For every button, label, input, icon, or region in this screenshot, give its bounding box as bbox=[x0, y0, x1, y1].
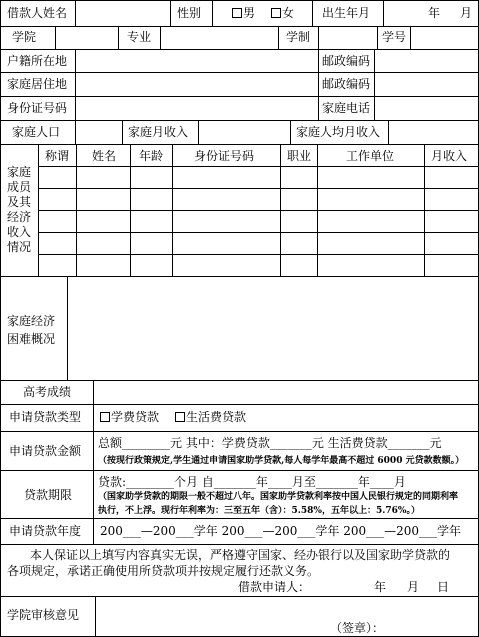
population-field[interactable] bbox=[76, 121, 121, 143]
system-label: 学制 bbox=[286, 30, 311, 44]
hardship-field[interactable] bbox=[68, 277, 477, 379]
loan-type-label: 申请贷款类型 bbox=[9, 410, 82, 424]
living-loan-option[interactable]: 生活费贷款 bbox=[175, 411, 246, 423]
gaokao-label: 高考成绩 bbox=[23, 385, 72, 399]
system-field[interactable] bbox=[319, 27, 376, 48]
living-loan-checkbox[interactable] bbox=[175, 412, 185, 422]
col-header-name: 姓名 bbox=[92, 149, 117, 163]
college-field[interactable] bbox=[56, 27, 117, 48]
major-label: 专业 bbox=[127, 30, 152, 44]
members-side-label-5: 收入 bbox=[7, 225, 32, 239]
hardship-label-line1: 家庭经济 bbox=[7, 314, 56, 328]
gaokao-field[interactable] bbox=[94, 381, 477, 403]
signer-field[interactable] bbox=[300, 577, 365, 593]
id-number-field[interactable] bbox=[76, 97, 317, 119]
monthly-income-field[interactable] bbox=[199, 121, 289, 143]
loan-term-line[interactable]: 贷款:________个月 自_______年____月至_______年____月 bbox=[98, 475, 406, 489]
col-header-job: 职业 bbox=[287, 149, 312, 163]
home-address-label: 家庭居住地 bbox=[7, 77, 68, 91]
pledge-line-2: 各项规定，承诺正确使用所贷款项并按规定履行还款义务。 bbox=[7, 564, 320, 578]
college-review-label: 学院审核意见 bbox=[7, 608, 80, 622]
student-no-label: 学号 bbox=[382, 30, 407, 44]
home-address-field[interactable] bbox=[76, 73, 317, 95]
loan-years-label: 申请贷款年度 bbox=[9, 524, 82, 538]
borrower-name-field[interactable] bbox=[76, 1, 169, 25]
members-side-label-1: 家庭 bbox=[7, 165, 32, 179]
id-number-label: 身份证号码 bbox=[7, 101, 68, 115]
birth-label: 出生年月 bbox=[322, 6, 371, 20]
loan-amount-note: （按现行政策规定,学生通过申请国家助学贷款,每人每学年最高不超过 6000 元贷款数额。） bbox=[98, 456, 465, 466]
hukou-field[interactable] bbox=[76, 50, 317, 71]
tuition-loan-checkbox[interactable] bbox=[100, 412, 110, 422]
pledge-day-unit: 日 bbox=[437, 580, 450, 594]
monthly-income-label: 家庭月收入 bbox=[128, 125, 189, 139]
female-checkbox[interactable] bbox=[271, 8, 281, 18]
loan-term-note-2: 执行，不上浮。现行年利率为：三至五年（含）：5.58%，五年以上：5.76%。） bbox=[98, 506, 420, 516]
gender-female-option[interactable]: 女 bbox=[271, 7, 294, 19]
student-no-field[interactable] bbox=[411, 27, 477, 48]
col-header-age: 年龄 bbox=[139, 149, 164, 163]
members-table-body[interactable] bbox=[39, 167, 478, 275]
pledge-month-unit: 月 bbox=[407, 580, 420, 594]
col-header-relation: 称谓 bbox=[45, 149, 70, 163]
loan-term-label: 贷款期限 bbox=[24, 488, 73, 502]
home-phone-field[interactable] bbox=[375, 97, 477, 119]
tuition-loan-option[interactable]: 学费贷款 bbox=[100, 411, 159, 423]
college-label: 学院 bbox=[12, 30, 37, 44]
major-field[interactable] bbox=[161, 27, 277, 48]
loan-term-note-1: （国家助学贷款的期限一般不超过八年。国家助学贷款利率按中国人民银行规定的同期利率 bbox=[98, 492, 459, 502]
col-header-employer: 工作单位 bbox=[346, 149, 395, 163]
hukou-postcode-label: 邮政编码 bbox=[322, 54, 371, 68]
loan-amount-line[interactable]: 总额________元 其中：学费贷款_______元 生活费贷款_______元 bbox=[98, 436, 442, 450]
per-capita-income-field[interactable] bbox=[389, 121, 477, 143]
members-side-label-4: 经济 bbox=[7, 210, 32, 224]
borrower-name-label: 借款人姓名 bbox=[7, 6, 68, 20]
male-checkbox[interactable] bbox=[232, 8, 242, 18]
col-header-id: 身份证号码 bbox=[194, 149, 255, 163]
members-side-label-3: 及其 bbox=[7, 195, 32, 209]
home-postcode-field[interactable] bbox=[375, 73, 477, 95]
hardship-label-line2: 困难概况 bbox=[7, 332, 56, 346]
pledge-line-1: 本人保证以上填写内容真实无误，严格遵守国家、经办银行以及国家助学贷款的 bbox=[30, 548, 451, 562]
home-postcode-label: 邮政编码 bbox=[322, 77, 371, 91]
college-review-field[interactable] bbox=[96, 597, 477, 635]
col-header-income: 月收入 bbox=[431, 149, 468, 163]
loan-years-line[interactable]: 200___—200___学年 200___—200___学年 200___—200___学年 bbox=[100, 524, 462, 538]
gender-male-option[interactable]: 男 bbox=[232, 7, 255, 19]
population-label: 家庭人口 bbox=[12, 125, 61, 139]
signer-label: 借款申请人： bbox=[238, 580, 311, 594]
hukou-postcode-field[interactable] bbox=[375, 50, 477, 71]
gender-label: 性别 bbox=[177, 6, 202, 20]
members-side-label-2: 成员 bbox=[7, 180, 32, 194]
college-review-seal: （签章）： bbox=[330, 621, 385, 635]
loan-amount-label: 申请贷款金额 bbox=[9, 444, 82, 458]
home-phone-label: 家庭电话 bbox=[322, 101, 371, 115]
members-side-label-6: 情况 bbox=[7, 240, 32, 254]
birth-month-unit: 月 bbox=[460, 6, 473, 20]
birth-year-unit: 年 bbox=[428, 6, 441, 20]
per-capita-income-label: 家庭人均月收入 bbox=[296, 125, 381, 139]
pledge-year-unit: 年 bbox=[374, 580, 387, 594]
hukou-label: 户籍所在地 bbox=[7, 54, 68, 68]
